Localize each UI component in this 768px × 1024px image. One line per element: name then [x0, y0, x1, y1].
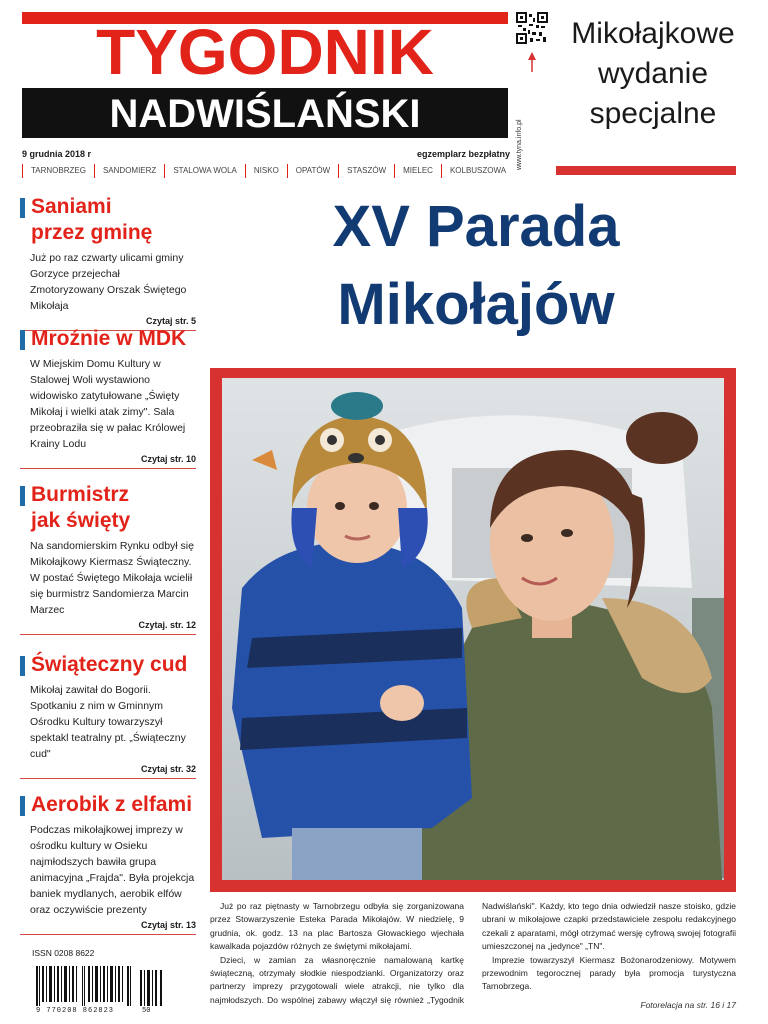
article-paragraph: Imprezie towarzyszył Kiermasz Bożonarodzeniowy. Motywem przewodnim tegorocznej parady była promocja turystyczna Tarnobrzega.	[482, 954, 736, 992]
towns-list	[22, 164, 522, 178]
teaser-saniami[interactable]	[20, 194, 196, 331]
teaser-read-link[interactable]: Czytaj str. 13	[20, 920, 196, 935]
teaser-body: Już po raz czwarty ulicami gminy Gorzyce przejechał Zmotoryzowany Orszak Świętego Mikołaja	[30, 252, 187, 312]
issn-number: ISSN 0208 8622	[32, 948, 95, 958]
barcode-digits: 9 770208 862823	[36, 1007, 115, 1015]
teaser-read-link[interactable]: Czytaj str. 10	[20, 454, 196, 469]
teaser-swiateczny-cud[interactable]	[20, 652, 196, 779]
teaser-title: Saniami	[31, 195, 112, 218]
arrow-up-icon	[528, 52, 536, 122]
teaser-marker	[20, 198, 25, 218]
barcode-addon-digits: 50	[142, 1007, 151, 1015]
teaser-body: Mikołaj zawitał do Bogorii. Spotkaniu z nim w Gminnym Ośrodku Kultury towarzyszył spektakl teatralny pt. „Świąteczny cud"	[30, 684, 186, 760]
teaser-aerobik[interactable]	[20, 792, 196, 935]
teaser-read-link[interactable]: Czytaj str. 5	[20, 316, 196, 331]
special-line: Mikołajkowe	[571, 17, 735, 50]
cover-photo	[222, 378, 724, 880]
teaser-marker	[20, 796, 25, 816]
teaser-title: przez gminę	[31, 221, 153, 244]
issue-date: 9 grudnia 2018 r	[22, 149, 92, 159]
town-item: TARNOBRZEG	[22, 164, 94, 178]
teaser-read-link[interactable]: Czytaj str. 32	[20, 764, 196, 779]
article-paragraph: Już po raz piętnasty w Tarnobrzegu odbyła się zorganizowana przez Stowarzyszenie Esteka Parada Mikołajów. W niedzielę, 9 grudnia, ok. godz. 13 na plac Bartosza Głowackiego wjechała kawalkada pojazdów różnych ze świętymi mikołajami.	[210, 901, 464, 952]
teaser-body: Podczas mikołajkowej imprezy w ośrodku kultury w Osieku najmłodszych bawiła grupa animacyjna „Frajda". Była projekcja baniek mydlanych, aerobik elfów oraz oczywiście prezenty	[30, 824, 195, 916]
teaser-marker	[20, 330, 25, 350]
teaser-title: Burmistrz	[31, 483, 130, 506]
teaser-title: Świąteczny cud	[31, 653, 188, 676]
barcode-icon	[36, 966, 132, 1006]
special-line: wydanie	[597, 57, 709, 90]
teaser-read-link[interactable]: Czytaj. str. 12	[20, 620, 196, 635]
town-item: SANDOMIERZ	[94, 164, 164, 178]
teaser-marker	[20, 486, 25, 506]
headline-line: XV Parada	[332, 194, 620, 259]
teaser-burmistrz[interactable]	[20, 482, 196, 635]
qr-code-icon	[516, 12, 548, 44]
teaser-title: Mroźnie w MDK	[31, 327, 187, 350]
town-item: STASZÓW	[338, 164, 394, 178]
cover-photo-illustration	[222, 378, 724, 880]
headline-line: Mikołajów	[337, 272, 615, 337]
special-line: specjalne	[589, 97, 717, 130]
town-item: OPATÓW	[287, 164, 338, 178]
town-item: MIELEC	[394, 164, 441, 178]
teaser-title: Aerobik z elfami	[31, 793, 193, 816]
teaser-title: jak święty	[31, 509, 131, 532]
barcode-addon-icon	[140, 966, 164, 1006]
free-copy-label: egzemplarz bezpłatny	[416, 149, 510, 159]
main-headline	[206, 188, 746, 344]
website-url: www.tyna.info.pl	[516, 119, 523, 170]
town-item: NISKO	[245, 164, 287, 178]
teaser-body: W Miejskim Domu Kultury w Stalowej Woli wystawiono widowisko zatytułowane „Święty Mikołaj i wielki atak zimy". Sala przeobraziła się w pałac Królowej Krainy Lodu	[30, 358, 186, 450]
special-edition-bar	[556, 166, 736, 175]
masthead-subtitle: NADWIŚLAŃSKI	[22, 88, 508, 138]
teaser-marker	[20, 656, 25, 676]
photo-report-note: Fotorelacja na str. 16 i 17	[640, 1000, 736, 1010]
article-paragraph: Dzieci, w zamian za własnoręcznie namalowaną kartkę świąteczną, otrzymały słodkie niespodzianki. Organizatorzy oraz partnerzy imprezy przygotowali wiele atrakcji, nie tylko dla najmłodszych. Do wspólnej zabawy włączył się również „Tygodnik Nadwiślański". Każdy, kto tego dnia odwiedził nasze stoisko, gdzie ubrani w mikołajowe czapki przedstawiciele zespołu redakcyjnego czekali z aparatami, mógł otrzymać wersję cyfrową swojej fotografii umieszczonej na „jedynce" „TN".	[210, 901, 736, 1005]
town-item: KOLBUSZOWA	[441, 164, 514, 178]
teaser-mrozne[interactable]	[20, 326, 196, 469]
teaser-body: Na sandomierskim Rynku odbył się Mikołajkowy Kiermasz Świąteczny. W postać Świętego Mikołaja wcielił się burmistrz Sandomierza Marcin Marzec	[30, 540, 194, 616]
special-edition-label	[558, 14, 748, 134]
masthead-title: TYGODNIK	[96, 16, 434, 88]
lead-article	[210, 900, 736, 1007]
town-item: STALOWA WOLA	[164, 164, 245, 178]
